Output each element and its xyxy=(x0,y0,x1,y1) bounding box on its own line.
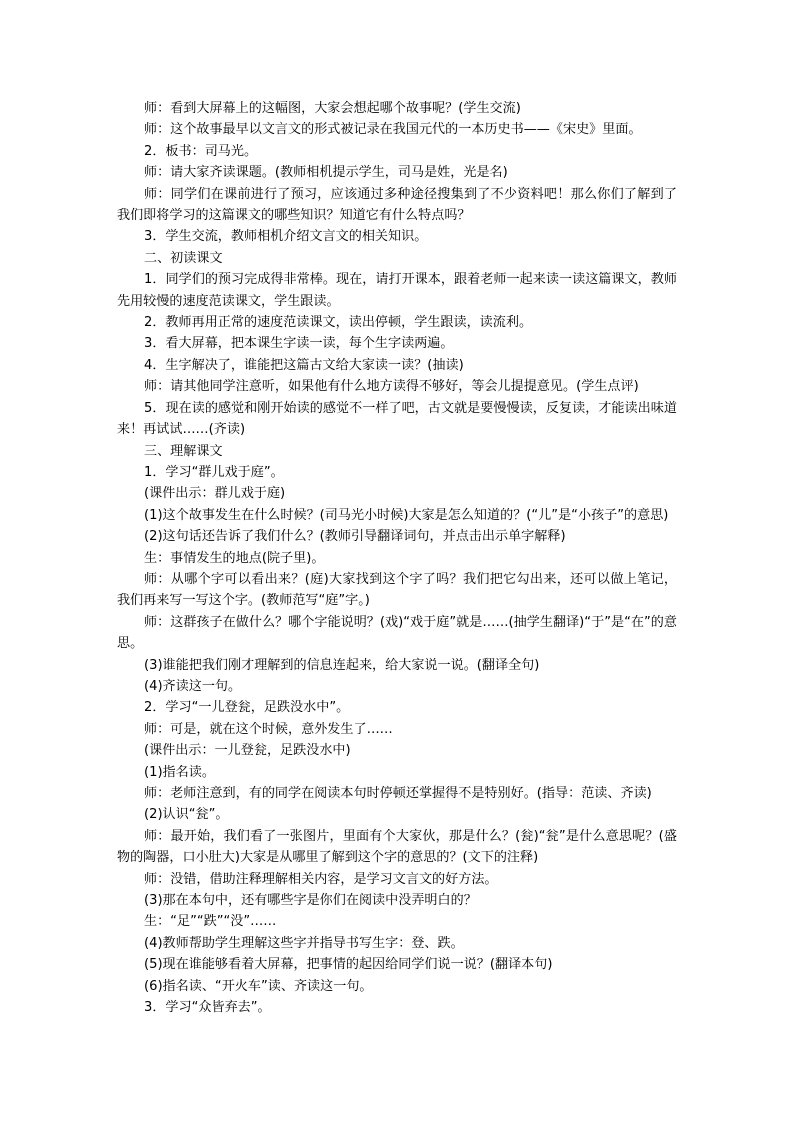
paragraph: (4)教师帮助学生理解这些字并指导书写生字：登、跌。 xyxy=(144,935,464,951)
paragraph: (4)齐读这一句。 xyxy=(144,678,242,694)
paragraph: 生：事情发生的地点(院子里)。 xyxy=(144,550,325,566)
paragraph: 2．学习“一儿登瓮，足跌没水中”。 xyxy=(144,700,350,716)
paragraph: 2．板书：司马光。 xyxy=(144,143,258,159)
paragraph: 师：请大家齐读课题。(教师相机提示学生，司马是姓，光是名) xyxy=(144,165,508,181)
paragraph: (课件出示：群儿戏于庭) xyxy=(144,486,286,502)
paragraph: (1)这个故事发生在什么时候？(司马光小时候)大家是怎么知道的？(“儿”是“小孩子”的意思) xyxy=(144,507,669,523)
paragraph: 师：老师注意到，有的同学在阅读本句时停顿还掌握得不是特别好。(指导：范读、齐读) xyxy=(144,786,652,801)
paragraph: (课件出示：一儿登瓮，足跌没水中) xyxy=(144,743,351,759)
paragraph: 3．学习“众皆弃去”。 xyxy=(144,1000,271,1016)
paragraph: 2．教师再用正常的速度范读课文，读出停顿，学生跟读，读流利。 xyxy=(144,315,533,331)
section-heading: 二、初读课文 xyxy=(144,250,223,266)
paragraph: 师：请其他同学注意听，如果他有什么地方读得不够好，等会儿提提意见。(学生点评) xyxy=(144,379,639,395)
paragraph: 1．学习“群儿戏于庭”。 xyxy=(144,464,284,480)
paragraph: (3)谁能把我们刚才理解到的信息连起来，给大家说一说。(翻译全句) xyxy=(144,657,540,673)
paragraph: (2)这句话还告诉了我们什么？(教师引导翻译词句，并点击出示单字解释) xyxy=(144,529,566,545)
paragraph: 师：这群孩子在做什么？哪个字能说明？(戏)“戏于庭”就是……(抽学生翻译)“于”是“在”的意思。 xyxy=(117,614,677,652)
paragraph: 师：看到大屏幕上的这幅图，大家会想起哪个故事呢？(学生交流) xyxy=(144,101,521,116)
paragraph: 1．同学们的预习完成得非常棒。现在，请打开课本，跟着老师一起来读一读这篇课文，教师先用较慢的速度范读课文，学生跟读。 xyxy=(117,272,677,309)
paragraph: (3)那在本句中，还有哪些字是你们在阅读中没弄明白的？ xyxy=(144,893,477,909)
paragraph: 5．现在读的感觉和刚开始读的感觉不一样了吧，古文就是要慢慢读，反复读，才能读出味道来！再试试……(齐读) xyxy=(117,400,677,438)
paragraph: (1)指名读。 xyxy=(144,764,215,780)
paragraph: (5)现在谁能够看着大屏幕，把事情的起因给同学们说一说？(翻译本句) xyxy=(144,957,553,973)
section-heading: 三、理解课文 xyxy=(144,443,223,459)
paragraph: 4．生字解决了，谁能把这篇古文给大家读一读？(抽读) xyxy=(144,357,464,373)
paragraph: 生：“足”“跌”“没”…… xyxy=(144,914,277,930)
paragraph: 师：最开始，我们看了一张图片，里面有个大家伙，那是什么？(瓮)“瓮”是什么意思呢？(盛物的陶器，口小肚大)大家是从哪里了解到这个字的意思的？(文下的注释) xyxy=(117,828,677,866)
paragraph: 3．看大屏幕，把本课生字读一读，每个生字读两遍。 xyxy=(144,336,454,352)
paragraph: 师：这个故事最早以文言文的形式被记录在我国元代的一本历史书——《宋史》里面。 xyxy=(144,122,642,138)
paragraph: 师：从哪个字可以看出来？(庭)大家找到这个字了吗？我们把它勾出来，还可以做上笔记，我们再来写一写这个字。(教师范写“庭”字。) xyxy=(117,571,677,609)
paragraph: (6)指名读、“开火车”读、齐读这一句。 xyxy=(144,978,373,994)
paragraph: 师：可是，就在这个时候，意外发生了…… xyxy=(144,721,393,737)
paragraph: 师：同学们在课前进行了预习，应该通过多种途径搜集到了不少资料吧！那么你们了解到了我们即将学习的这篇课文的哪些知识？知道它有什么特点吗？ xyxy=(117,186,677,224)
document-body xyxy=(117,98,677,1018)
paragraph: 师：没错，借助注释理解相关内容，是学习文言文的好方法。 xyxy=(144,871,498,887)
paragraph: 3．学生交流，教师相机介绍文言文的相关知识。 xyxy=(144,229,428,245)
paragraph: (2)认识“瓮”。 xyxy=(144,807,229,823)
